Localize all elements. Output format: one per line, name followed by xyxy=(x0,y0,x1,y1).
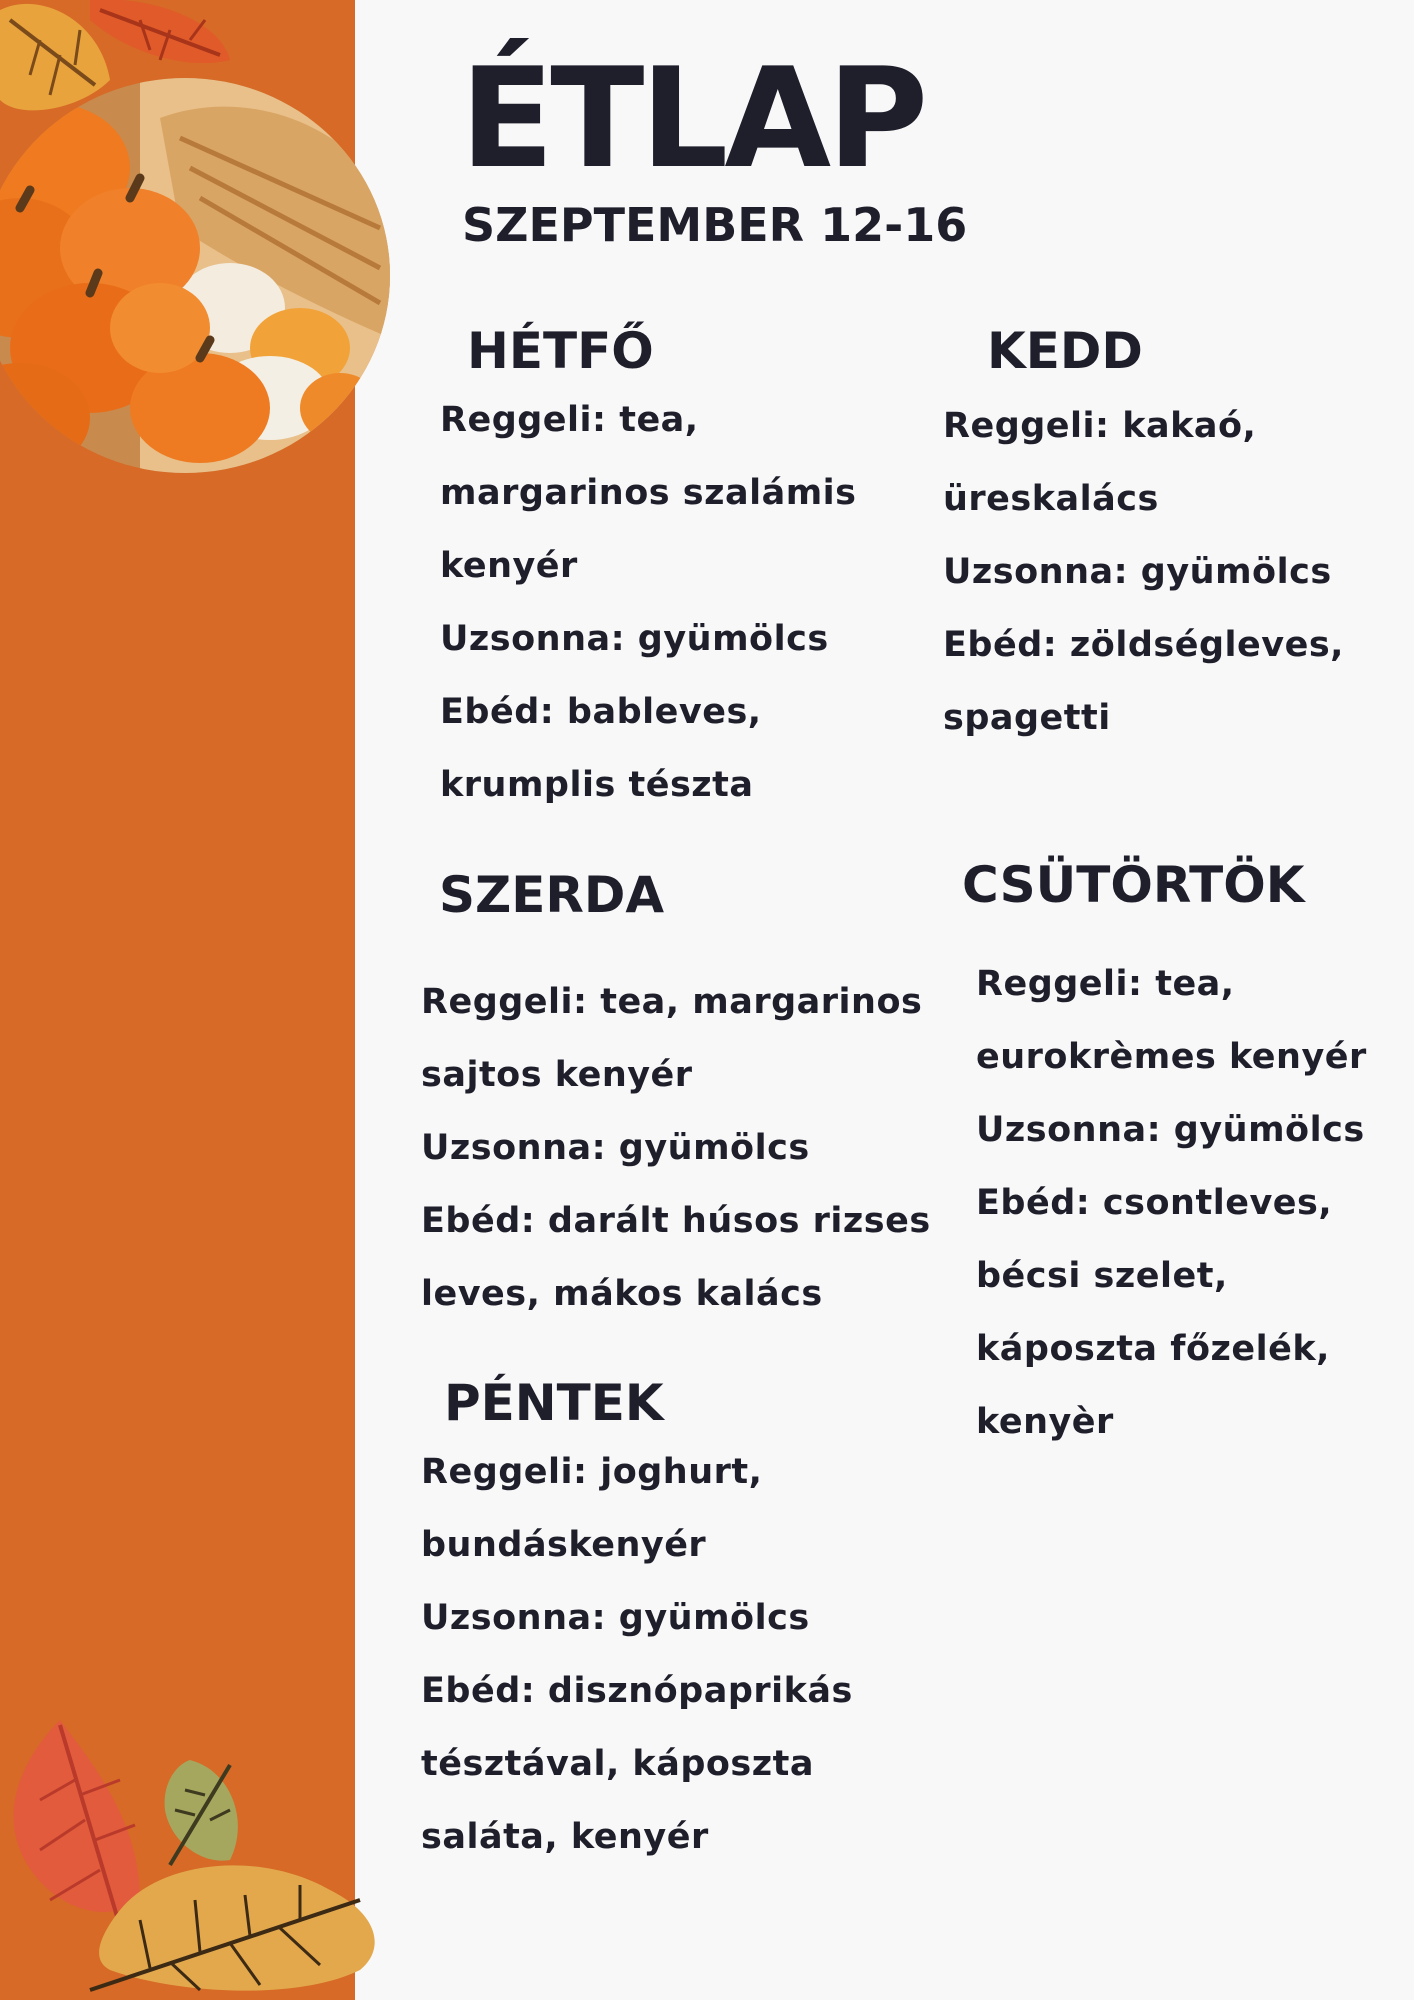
day-title-hetfo: HÉTFŐ xyxy=(467,322,654,380)
menu-line: eurokrèmes kenyér xyxy=(976,1037,1367,1077)
menu-line: spagetti xyxy=(943,698,1111,738)
menu-line: Uzsonna: gyümölcs xyxy=(976,1110,1365,1150)
menu-line: Ebéd: zöldségleves, xyxy=(943,625,1344,665)
menu-line: Uzsonna: gyümölcs xyxy=(421,1598,810,1638)
menu-line: sajtos kenyér xyxy=(421,1055,693,1095)
menu-line: tésztával, káposzta xyxy=(421,1744,814,1784)
autumn-leaves-bottom-illustration xyxy=(0,1700,390,2000)
day-title-pentek: PÉNTEK xyxy=(444,1374,664,1432)
day-menu-kedd xyxy=(943,390,1344,755)
menu-line: Uzsonna: gyümölcs xyxy=(943,552,1332,592)
menu-line: Ebéd: disznópaprikás xyxy=(421,1671,853,1711)
menu-line: Ebéd: bableves, xyxy=(440,692,762,732)
menu-line: Reggeli: tea, xyxy=(440,400,699,440)
day-menu-szerda xyxy=(421,966,931,1331)
menu-line: saláta, kenyér xyxy=(421,1817,709,1857)
menu-line: kenyèr xyxy=(976,1402,1114,1442)
date-range-subtitle: SZEPTEMBER 12-16 xyxy=(462,198,968,252)
menu-line: bundáskenyér xyxy=(421,1525,707,1565)
menu-line: krumplis tészta xyxy=(440,765,754,805)
menu-line: Reggeli: kakaó, xyxy=(943,406,1257,446)
menu-line: Reggeli: tea, xyxy=(976,964,1235,1004)
menu-line: Ebéd: darált húsos rizses xyxy=(421,1201,931,1241)
menu-line: Uzsonna: gyümölcs xyxy=(440,619,829,659)
day-title-csutortok: CSÜTÖRTÖK xyxy=(962,856,1305,914)
day-title-kedd: KEDD xyxy=(987,322,1143,380)
day-menu-csutortok xyxy=(976,948,1367,1459)
menu-line: Uzsonna: gyümölcs xyxy=(421,1128,810,1168)
day-menu-pentek xyxy=(421,1436,853,1874)
day-title-szerda: SZERDA xyxy=(439,866,665,924)
menu-line: káposzta főzelék, xyxy=(976,1329,1330,1369)
menu-line: leves, mákos kalács xyxy=(421,1274,823,1314)
day-menu-hetfo xyxy=(440,384,857,822)
menu-line: margarinos szalámis xyxy=(440,473,857,513)
menu-line: kenyér xyxy=(440,546,578,586)
page-title: ÉTLAP xyxy=(460,38,925,199)
menu-line: Ebéd: csontleves, xyxy=(976,1183,1333,1223)
menu-line: Reggeli: joghurt, xyxy=(421,1452,763,1492)
menu-line: bécsi szelet, xyxy=(976,1256,1228,1296)
menu-line: Reggeli: tea, margarinos xyxy=(421,982,923,1022)
menu-line: üreskalács xyxy=(943,479,1159,519)
